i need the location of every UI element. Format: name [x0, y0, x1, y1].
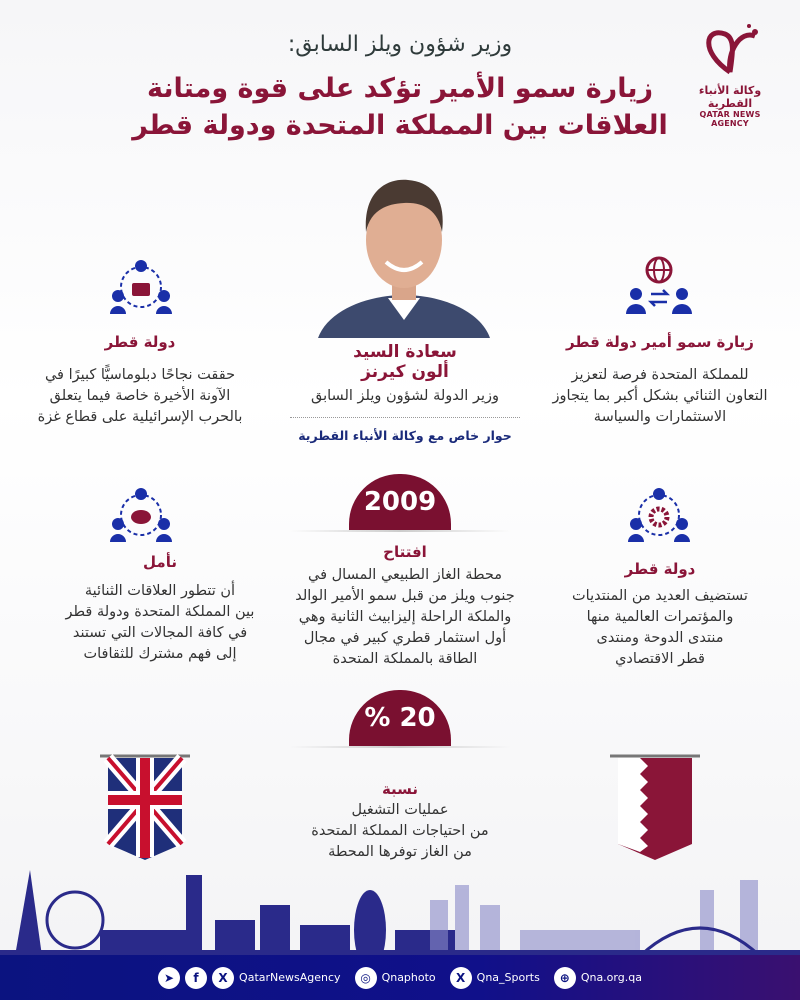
divider	[290, 417, 520, 418]
x-icon[interactable]: X	[212, 967, 234, 989]
logo-arabic: وكالة الأنباء القطرية	[698, 84, 762, 110]
globe-exchange-icon	[626, 256, 692, 314]
text-line: والملكة الراحلة إليزابيث الثانية وهي	[298, 609, 512, 625]
left-top-block	[37, 333, 243, 428]
text-line: عمليات التشغيل	[351, 802, 449, 818]
text-line: بالحرب الإسرائيلية على قطاع غزة	[37, 409, 243, 425]
footer-social-bar	[0, 955, 800, 1000]
text-line: الطاقة بالمملكة المتحدة	[332, 651, 478, 667]
website-link[interactable]: Qna.org.qa	[580, 971, 642, 984]
logo-english: QATAR NEWS AGENCY	[699, 110, 761, 128]
right-top-text	[540, 365, 780, 428]
text-line: تستضيف العديد من المنتديات	[572, 588, 748, 604]
center-mid-text	[270, 565, 540, 670]
instagram-handle[interactable]: Qnaphoto	[381, 971, 436, 984]
left-top-text	[20, 365, 260, 428]
social-sports[interactable]	[450, 967, 540, 989]
text-line: منتدى الدوحة ومنتدى	[596, 630, 724, 646]
instagram-icon[interactable]: ◎	[355, 967, 377, 989]
social-website[interactable]	[554, 967, 642, 989]
telegram-icon[interactable]: ➤	[158, 967, 180, 989]
page-title	[130, 70, 670, 144]
text-line: قطر الاقتصادي	[615, 651, 705, 667]
interview-label: حوار خاص مع وكالة الأنباء القطرية	[298, 428, 512, 443]
portrait-photo	[318, 170, 490, 338]
team-gear-icon	[626, 486, 692, 544]
title-line: العلاقات بين المملكة المتحدة ودولة قطر	[132, 110, 668, 141]
right-top-heading: زيارة سمو أمير دولة قطر	[566, 333, 754, 351]
qna-logo	[685, 22, 775, 128]
center-bottom-block	[270, 780, 530, 863]
uk-flag-icon	[100, 752, 190, 866]
text-line: للمملكة المتحدة فرصة لتعزيز	[571, 367, 749, 383]
person-name: ألون كيرنز	[361, 362, 449, 382]
person-block	[280, 342, 530, 443]
qatar-flag-icon	[610, 752, 700, 866]
text-line: أن تتطور العلاقات الثنائية	[84, 583, 236, 599]
team-briefcase-icon	[108, 258, 174, 316]
right-mid-block	[560, 560, 760, 670]
text-line: الآونة الأخيرة خاصة فيما يتعلق	[49, 388, 231, 404]
social-main[interactable]	[158, 967, 341, 989]
text-line: محطة الغاز الطبيعي المسال في	[307, 567, 502, 583]
center-bottom-text	[270, 800, 530, 863]
right-mid-heading: دولة قطر	[624, 560, 696, 578]
facebook-icon[interactable]: f	[185, 967, 207, 989]
qna-logo-icon	[695, 22, 765, 80]
sports-handle[interactable]: Qna_Sports	[476, 971, 540, 984]
left-mid-text	[60, 581, 260, 665]
year-badge: 2009	[349, 474, 451, 530]
social-instagram[interactable]	[355, 967, 436, 989]
right-top-block	[540, 333, 780, 428]
skyline-illustration	[0, 860, 800, 956]
center-mid-heading: افتتاح	[383, 543, 427, 561]
social-handle-main[interactable]: QatarNewsAgency	[239, 971, 341, 984]
text-line: حققت نجاحًا دبلوماسيًّا كبيرًا في	[44, 367, 236, 383]
right-mid-text	[560, 586, 760, 670]
person-honorific: سعادة السيد	[353, 342, 457, 362]
text-line: من احتياجات المملكة المتحدة	[311, 823, 489, 839]
text-line: والمؤتمرات العالمية منها	[586, 609, 734, 625]
text-line: الاستثمارات والسياسة	[593, 409, 727, 425]
x-icon[interactable]: X	[450, 967, 472, 989]
center-mid-block	[270, 543, 540, 670]
text-line: في كافة المجالات التي تستند	[72, 625, 248, 641]
globe-icon[interactable]: ⊕	[554, 967, 576, 989]
center-bottom-heading: نسبة	[381, 780, 419, 798]
text-line: أول استثمار قطري كبير في مجال	[303, 630, 507, 646]
left-mid-heading: نأمل	[143, 553, 177, 571]
text-line: التعاون الثنائي بشكل أكبر بما يتجاوز	[552, 388, 768, 404]
text-line: من الغاز توفرها المحطة	[328, 844, 472, 860]
title-line: زيارة سمو الأمير تؤكد على قوة ومتانة	[146, 73, 654, 104]
percent-badge: % 20	[349, 690, 451, 746]
text-line: جنوب ويلز من قبل سمو الأمير الوالد	[295, 588, 515, 604]
subtitle: وزير شؤون ويلز السابق:	[287, 32, 513, 57]
person-role: وزير الدولة لشؤون ويلز السابق	[311, 388, 499, 404]
left-mid-block	[60, 553, 260, 665]
team-chat-icon	[108, 486, 174, 544]
left-top-heading: دولة قطر	[104, 333, 176, 351]
text-line: بين المملكة المتحدة ودولة قطر	[65, 604, 255, 620]
text-line: إلى فهم مشترك للثقافات	[83, 646, 237, 662]
